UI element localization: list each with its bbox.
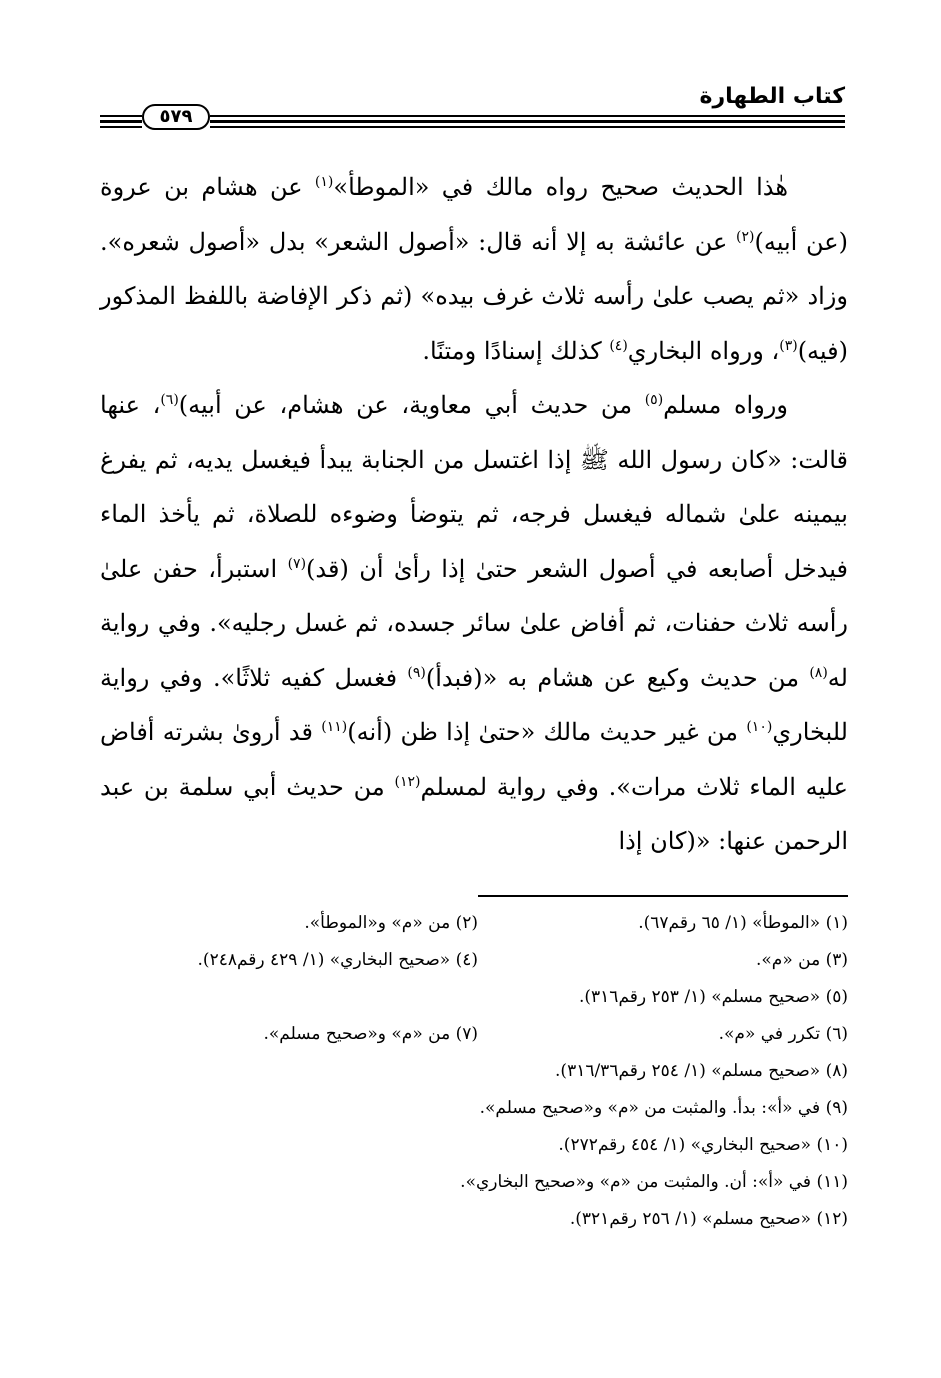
footnote-ref: (١١) [321,719,348,735]
footnote-row [100,1201,848,1238]
footnote-1: (١) «الموطأ» (١/ ٦٥ رقم٦٧). [638,913,848,933]
footnote-ref: (٣) [779,337,798,354]
footnote-5: (٥) «صحيح مسلم» (١/ ٢٥٣ رقم٣١٦). [579,987,848,1007]
footnote-12: (١٢) «صحيح مسلم» (١/ ٢٥٦ رقم٣٢١). [569,1209,848,1229]
text-run: ، ورواه البخاري [627,336,780,365]
footnote-ref: (٢) [736,228,755,245]
text-run: من حديث وكيع عن هشام به «(فبدأ) [425,663,810,692]
footnotes [100,905,848,1238]
main-text [100,160,848,869]
footnote-ref: (٦) [160,392,179,408]
footnote-8: (٨) «صحيح مسلم» (١/ ٢٥٤ رقم٣١٦/٣٦). [555,1061,848,1081]
text-run: من حديث أبي معاوية، عن هشام، عن أبيه) [178,391,645,419]
header-rule [210,120,845,123]
footnote-10: (١٠) «صحيح البخاري» (١/ ٤٥٤ رقم٢٧٢). [558,1135,848,1155]
footnote-ref: (١٠) [746,719,773,735]
text-run: قد أروىٰ بشرته أفاض عليه الماء ثلاث مرات». وفي رواية لمسلم [100,718,848,801]
text-run: عن هشام بن عروة (عن أبيه) [100,173,848,256]
footnote-row [100,979,848,1016]
footnote-9: (٩) في «أ»: بدأ. والمثبت من «م» و«صحيح مسلم». [479,1098,848,1118]
footnote-11: (١١) في «أ»: أن. والمثبت من «م» و«صحيح البخاري». [460,1172,848,1192]
text-run: هٰذا الحديث صحيح رواه مالك في «الموطأ» [333,173,788,201]
footnote-row [100,905,848,942]
text-run: من غير حديث مالك «حتىٰ إذا ظن (أنه) [347,718,747,746]
text-run: عن عائشة به إلا أنه قال: «أصول الشعر» بدل «أصول شعره». وزاد «ثم يصب علىٰ رأسه ثلاث غرف بيده» (ثم ذكر الإفاضة باللفظ المذكور (فيه) [100,227,848,365]
footnote-ref: (٨) [809,664,828,681]
footnote-ref: (١٢) [394,773,421,790]
footnote-row [100,942,848,979]
text-run: كذلك إسنادًا ومتنًا. [422,336,610,365]
footnote-2: (٢) من «م» و«الموطأ». [304,913,478,933]
header-rule [100,115,142,117]
footnote-row [100,1164,848,1201]
footnote-ref: (٤) [609,337,628,354]
footnote-ref: (٥) [644,392,664,408]
footnote-ref: (١) [314,174,334,190]
footnote-ref: (٧) [287,555,307,572]
footnote-7: (٧) من «م» و«صحيح مسلم». [263,1024,478,1044]
footnote-6: (٦) تكرر في «م». [718,1024,848,1044]
page-header [100,84,845,134]
footnote-row [100,1127,848,1164]
footnote-row [100,1053,848,1090]
text-run: استبرأ، حفن علىٰ رأسه ثلاث حفنات، ثم أفاض علىٰ سائر جسده، ثم غسل رجليه». وفي رواية له [100,554,848,692]
footnote-separator [478,895,848,897]
text-run: من حديث أبي سلمة بن عبد الرحمن عنها: «(كان إذا [100,772,848,855]
header-rule [210,126,845,128]
footnote-ref: (٩) [407,664,426,681]
header-rule [100,120,142,123]
page-number: ٥٧٩ [142,104,210,130]
footnote-3: (٣) من «م». [756,950,848,970]
paragraph-1 [100,160,848,378]
text-run: ورواه مسلم [663,391,788,419]
footnote-4: (٤) «صحيح البخاري» (١/ ٤٢٩ رقم٢٤٨). [197,950,478,970]
text-run: فغسل كفيه ثلاثًا». وفي رواية للبخاري [100,663,848,746]
footnote-row [100,1090,848,1127]
paragraph-2 [100,378,848,869]
footnote-row [100,1016,848,1053]
running-title: كتاب الطهارة [699,84,845,109]
header-rule [210,115,845,117]
header-rule [100,126,142,128]
text-run: ، عنها قالت: «كان رسول الله ﷺ إذا اغتسل من الجنابة يبدأ فيغسل يديه، ثم يفرغ بيمينه علىٰ شماله فيغسل فرجه، ثم يتوضأ وضوءه للصلاة، ثم يأخذ الماء فيدخل أصابعه في أصول الشعر حتىٰ إذا رأىٰ أن (قد) [100,391,848,583]
